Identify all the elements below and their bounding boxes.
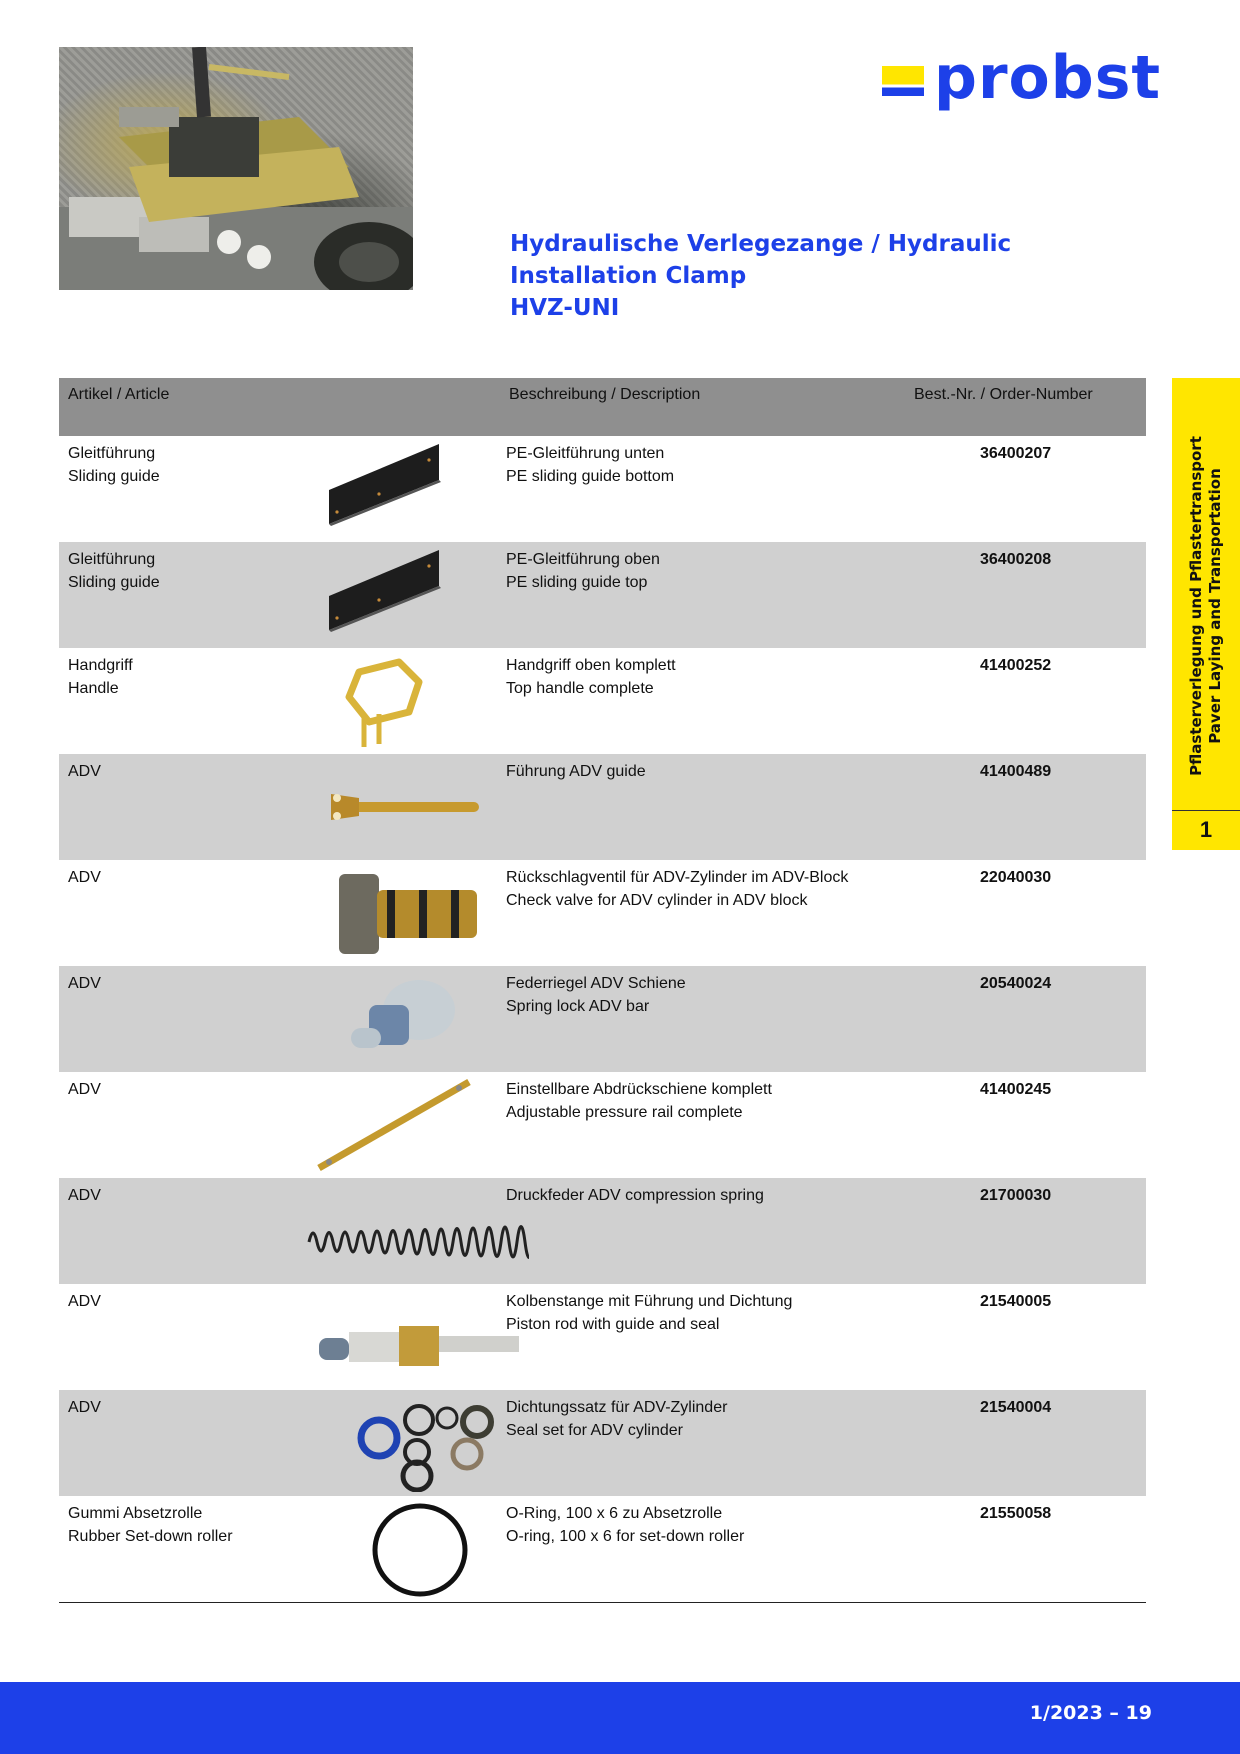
footer-bar <box>0 1682 1240 1754</box>
order-number: 21540005 <box>980 1293 1052 1310</box>
article-de: Gleitführung <box>68 445 156 462</box>
article-name <box>68 866 268 889</box>
chapter-number: 1 <box>1199 817 1213 842</box>
description-en: Check valve for ADV cylinder in ADV block <box>506 892 808 909</box>
table-row <box>59 436 1146 542</box>
header-order-number: Best.-Nr. / Order-Number <box>914 386 1093 403</box>
article-de: ADV <box>68 1293 101 1310</box>
description-de: Druckfeder ADV compression spring <box>506 1187 764 1204</box>
description-de: Einstellbare Abdrückschiene komplett <box>506 1081 772 1098</box>
article-de: Gummi Absetzrolle <box>68 1505 203 1522</box>
order-number: 20540024 <box>980 975 1052 992</box>
part-image-piston-rod <box>269 1288 529 1386</box>
part-image-black-plate <box>269 440 529 538</box>
page-number: 1/2023 – 19 <box>1029 1702 1152 1724</box>
part-image-pressure-rail <box>269 1076 529 1174</box>
part-description <box>506 760 906 783</box>
table-row <box>59 1284 1146 1390</box>
logo-text: probst <box>934 43 1162 113</box>
part-description <box>506 654 906 700</box>
description-de: Kolbenstange mit Führung und Dichtung <box>506 1293 793 1310</box>
article-de: ADV <box>68 1399 101 1416</box>
table-row <box>59 1178 1146 1284</box>
article-name <box>68 1502 268 1548</box>
page-title <box>510 228 1110 324</box>
table-row <box>59 1072 1146 1178</box>
table-header <box>59 378 1146 436</box>
article-name <box>68 1078 268 1101</box>
article-name <box>68 972 268 995</box>
description-de: Federriegel ADV Schiene <box>506 975 686 992</box>
description-de: PE-Gleitführung unten <box>506 445 665 462</box>
part-description <box>506 1184 906 1207</box>
table-body <box>59 436 1146 1602</box>
order-number: 36400208 <box>980 551 1052 568</box>
table-row <box>59 754 1146 860</box>
article-en: Sliding guide <box>68 574 160 591</box>
description-de: Führung ADV guide <box>506 763 646 780</box>
description-en: Seal set for ADV cylinder <box>506 1422 683 1439</box>
part-image-yellow-handle <box>269 652 529 750</box>
part-description <box>506 1290 906 1336</box>
part-description <box>506 548 906 594</box>
part-description <box>506 1396 906 1442</box>
part-description <box>506 442 906 488</box>
order-number: 21550058 <box>980 1505 1052 1522</box>
part-image-black-plate <box>269 546 529 644</box>
order-number: 36400207 <box>980 445 1052 462</box>
description-en: PE sliding guide top <box>506 574 648 591</box>
table-row <box>59 1496 1146 1602</box>
article-name <box>68 760 268 783</box>
part-image-check-valve <box>269 864 529 962</box>
description-de: O-Ring, 100 x 6 zu Absetzrolle <box>506 1505 723 1522</box>
product-photo <box>59 47 413 290</box>
article-name <box>68 1290 268 1313</box>
article-name <box>68 654 268 700</box>
table-row <box>59 542 1146 648</box>
clamp-machine-photo <box>59 47 413 290</box>
part-image-spring-lock <box>269 970 529 1068</box>
part-image-spring <box>269 1182 529 1280</box>
table-row <box>59 648 1146 754</box>
description-en: O-ring, 100 x 6 for set-down roller <box>506 1528 745 1545</box>
article-de: ADV <box>68 1081 101 1098</box>
article-de: ADV <box>68 869 101 886</box>
chapter-title-en: Paver Laying and Transportation <box>1206 468 1224 744</box>
order-number: 22040030 <box>980 869 1052 886</box>
article-name <box>68 442 268 488</box>
order-number: 21540004 <box>980 1399 1052 1416</box>
description-de: Rückschlagventil für ADV-Zylinder im ADV-Block <box>506 869 849 886</box>
article-en: Handle <box>68 680 119 697</box>
description-en: Top handle complete <box>506 680 654 697</box>
chapter-side-tab <box>1172 378 1240 850</box>
order-number: 41400489 <box>980 763 1052 780</box>
table-row <box>59 966 1146 1072</box>
part-description <box>506 866 906 912</box>
part-description <box>506 972 906 1018</box>
article-name <box>68 548 268 594</box>
part-image-o-ring <box>269 1500 529 1598</box>
parts-table <box>59 378 1146 1603</box>
part-image-brass-rod <box>269 758 529 856</box>
logo-mark-icon <box>882 66 924 96</box>
order-number: 41400245 <box>980 1081 1052 1098</box>
chapter-title-de: Pflasterverlegung und Pflastertransport <box>1187 436 1205 776</box>
part-description <box>506 1078 906 1124</box>
chapter-divider <box>1172 810 1240 811</box>
table-bottom-rule <box>59 1602 1146 1603</box>
article-de: ADV <box>68 1187 101 1204</box>
article-de: ADV <box>68 763 101 780</box>
header-description: Beschreibung / Description <box>509 386 701 403</box>
description-en: PE sliding guide bottom <box>506 468 675 485</box>
title-line-2: HVZ-UNI <box>510 295 620 321</box>
description-en: Adjustable pressure rail complete <box>506 1104 743 1121</box>
article-de: Gleitführung <box>68 551 156 568</box>
table-row <box>59 1390 1146 1496</box>
order-number: 41400252 <box>980 657 1052 674</box>
article-en: Rubber Set-down roller <box>68 1528 233 1545</box>
chapter-title <box>1187 391 1225 821</box>
header-article: Artikel / Article <box>68 386 170 403</box>
description-en: Piston rod with guide and seal <box>506 1316 720 1333</box>
article-name <box>68 1396 268 1419</box>
probst-logo <box>882 38 1161 118</box>
description-de: Handgriff oben komplett <box>506 657 676 674</box>
article-de: Handgriff <box>68 657 133 674</box>
article-de: ADV <box>68 975 101 992</box>
description-en: Spring lock ADV bar <box>506 998 650 1015</box>
description-de: Dichtungssatz für ADV-Zylinder <box>506 1399 728 1416</box>
article-en: Sliding guide <box>68 468 160 485</box>
description-de: PE-Gleitführung oben <box>506 551 660 568</box>
part-image-seal-set <box>269 1394 529 1492</box>
table-row <box>59 860 1146 966</box>
order-number: 21700030 <box>980 1187 1052 1204</box>
part-description <box>506 1502 906 1548</box>
title-line-1: Hydraulische Verlegezange / Hydraulic Installation Clamp <box>510 231 1012 289</box>
article-name <box>68 1184 268 1207</box>
